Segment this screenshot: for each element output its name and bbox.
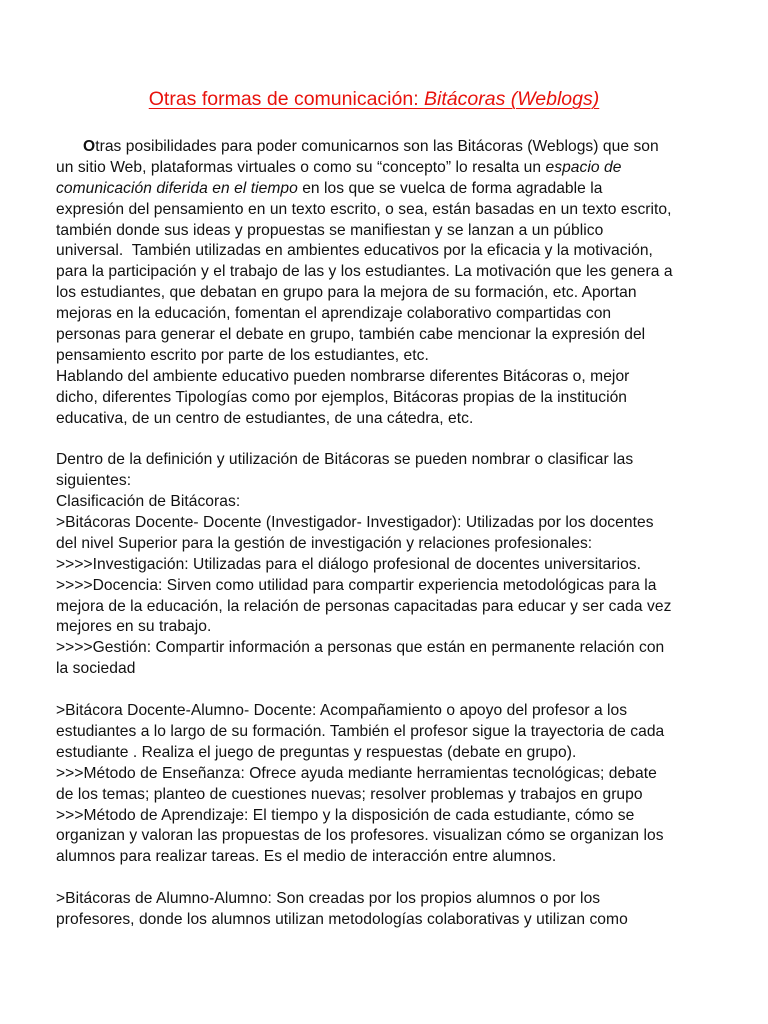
text-line: Hablando del ambiente educativo pueden nombrarse diferentes Bitácoras o, mejor <box>56 367 630 385</box>
text-line: de los temas; planteo de cuestiones nuevas; resolver problemas y trabajos en grupo <box>56 785 643 803</box>
text-line: organizan y valoran las propuestas de los profesores. visualizan cómo se organizan los <box>56 827 664 845</box>
paragraph-alumno-alumno <box>56 889 720 931</box>
text-line: para la participación y el trabajo de las y los estudiantes. La motivación que les genera a <box>56 263 673 281</box>
drop-letter: O <box>83 138 96 155</box>
paragraph-docente-alumno <box>56 701 720 868</box>
text-line: profesores, donde los alumnos utilizan metodologías colaborativas y utilizan como <box>56 910 628 928</box>
text-line: >>>>Investigación: Utilizadas para el diálogo profesional de docentes universitarios. <box>56 555 642 573</box>
text-line: >Bitácora Docente-Alumno- Docente: Acompañamiento o apoyo del profesor a los <box>56 702 628 720</box>
text-line: pensamiento escrito por parte de los estudiantes, etc. <box>56 346 429 364</box>
blank-line <box>56 680 720 701</box>
text-line <box>56 158 720 179</box>
text-line: universal. También utilizadas en ambientes educativos por la eficacia y la motivación, <box>56 242 653 260</box>
text-line: >>>>Gestión: Compartir información a personas que están en permanente relación con <box>56 639 665 657</box>
text-line <box>56 179 720 200</box>
text-line: personas para generar el debate en grupo, también cabe mencionar la expresión del <box>56 326 646 344</box>
text-line: expresión del pensamiento en un texto escrito, o sea, están basadas en un texto escrito, <box>56 200 672 218</box>
text-line: del nivel Superior para la gestión de investigación y relaciones profesionales: <box>56 534 593 552</box>
text-line: alumnos para realizar tareas. Es el medio de interacción entre alumnos. <box>56 848 557 866</box>
text-line: siguientes: <box>56 472 132 490</box>
text-fragment: un sitio Web, plataformas virtuales o como su “concepto” lo resalta un <box>56 158 546 176</box>
text-line: mejores en su trabajo. <box>56 618 212 636</box>
paragraph-intro <box>56 137 720 429</box>
text-line: >Bitácoras de Alumno-Alumno: Son creadas por los propios alumnos o por los <box>56 890 601 908</box>
text-line: Clasificación de Bitácoras: <box>56 493 241 511</box>
text-line: Dentro de la definición y utilización de Bitácoras se pueden nombrar o clasificar las <box>56 451 634 469</box>
text-line: mejoras en la educación, fomentan el aprendizaje colaborativo compartidas con <box>56 305 612 323</box>
blank-line <box>56 429 720 450</box>
text-fragment: en los que se vuelca de forma agradable la <box>297 179 603 197</box>
page-title <box>0 86 748 112</box>
text-fragment: tras posibilidades para poder comunicarnos son las Bitácoras (Weblogs) que son <box>95 138 659 155</box>
text-line: educativa, de un centro de estudiantes, de una cátedra, etc. <box>56 409 474 427</box>
text-line: mejora de la educación, la relación de personas capacitadas para educar y ser cada vez <box>56 597 672 615</box>
text-line: estudiante . Realiza el juego de preguntas y respuestas (debate en grupo). <box>56 743 577 761</box>
title-prefix: Otras formas de comunicación: <box>148 88 425 110</box>
italic-fragment: comunicación diferida en el tiempo <box>56 179 298 197</box>
text-line: >Bitácoras Docente- Docente (Investigador- Investigador): Utilizadas por los docentes <box>56 514 654 532</box>
text-line <box>56 137 720 158</box>
text-line: los estudiantes, que debatan en grupo para la mejora de su formación, etc. Aportan <box>56 284 637 302</box>
text-line: >>>>Docencia: Sirven como utilidad para compartir experiencia metodológicas para la <box>56 576 657 594</box>
text-line: >>>Método de Aprendizaje: El tiempo y la disposición de cada estudiante, cómo se <box>56 806 635 824</box>
text-line: estudiantes a lo largo de su formación. También el profesor sigue la trayectoria de cada <box>56 722 665 740</box>
text-line: también donde sus ideas y propuestas se manifiestan y se lanzan a un público <box>56 221 604 239</box>
text-line: la sociedad <box>56 660 136 678</box>
text-line: >>>Método de Enseñanza: Ofrece ayuda mediante herramientas tecnológicas; debate <box>56 764 657 782</box>
text-line: dicho, diferentes Tipologías como por ejemplos, Bitácoras propias de la institución <box>56 388 628 406</box>
document-body <box>56 137 720 931</box>
title-italic: Bitácoras (Weblogs) <box>424 88 600 110</box>
blank-line <box>56 868 720 889</box>
paragraph-classification <box>56 450 720 680</box>
italic-fragment: espacio de <box>545 158 622 176</box>
